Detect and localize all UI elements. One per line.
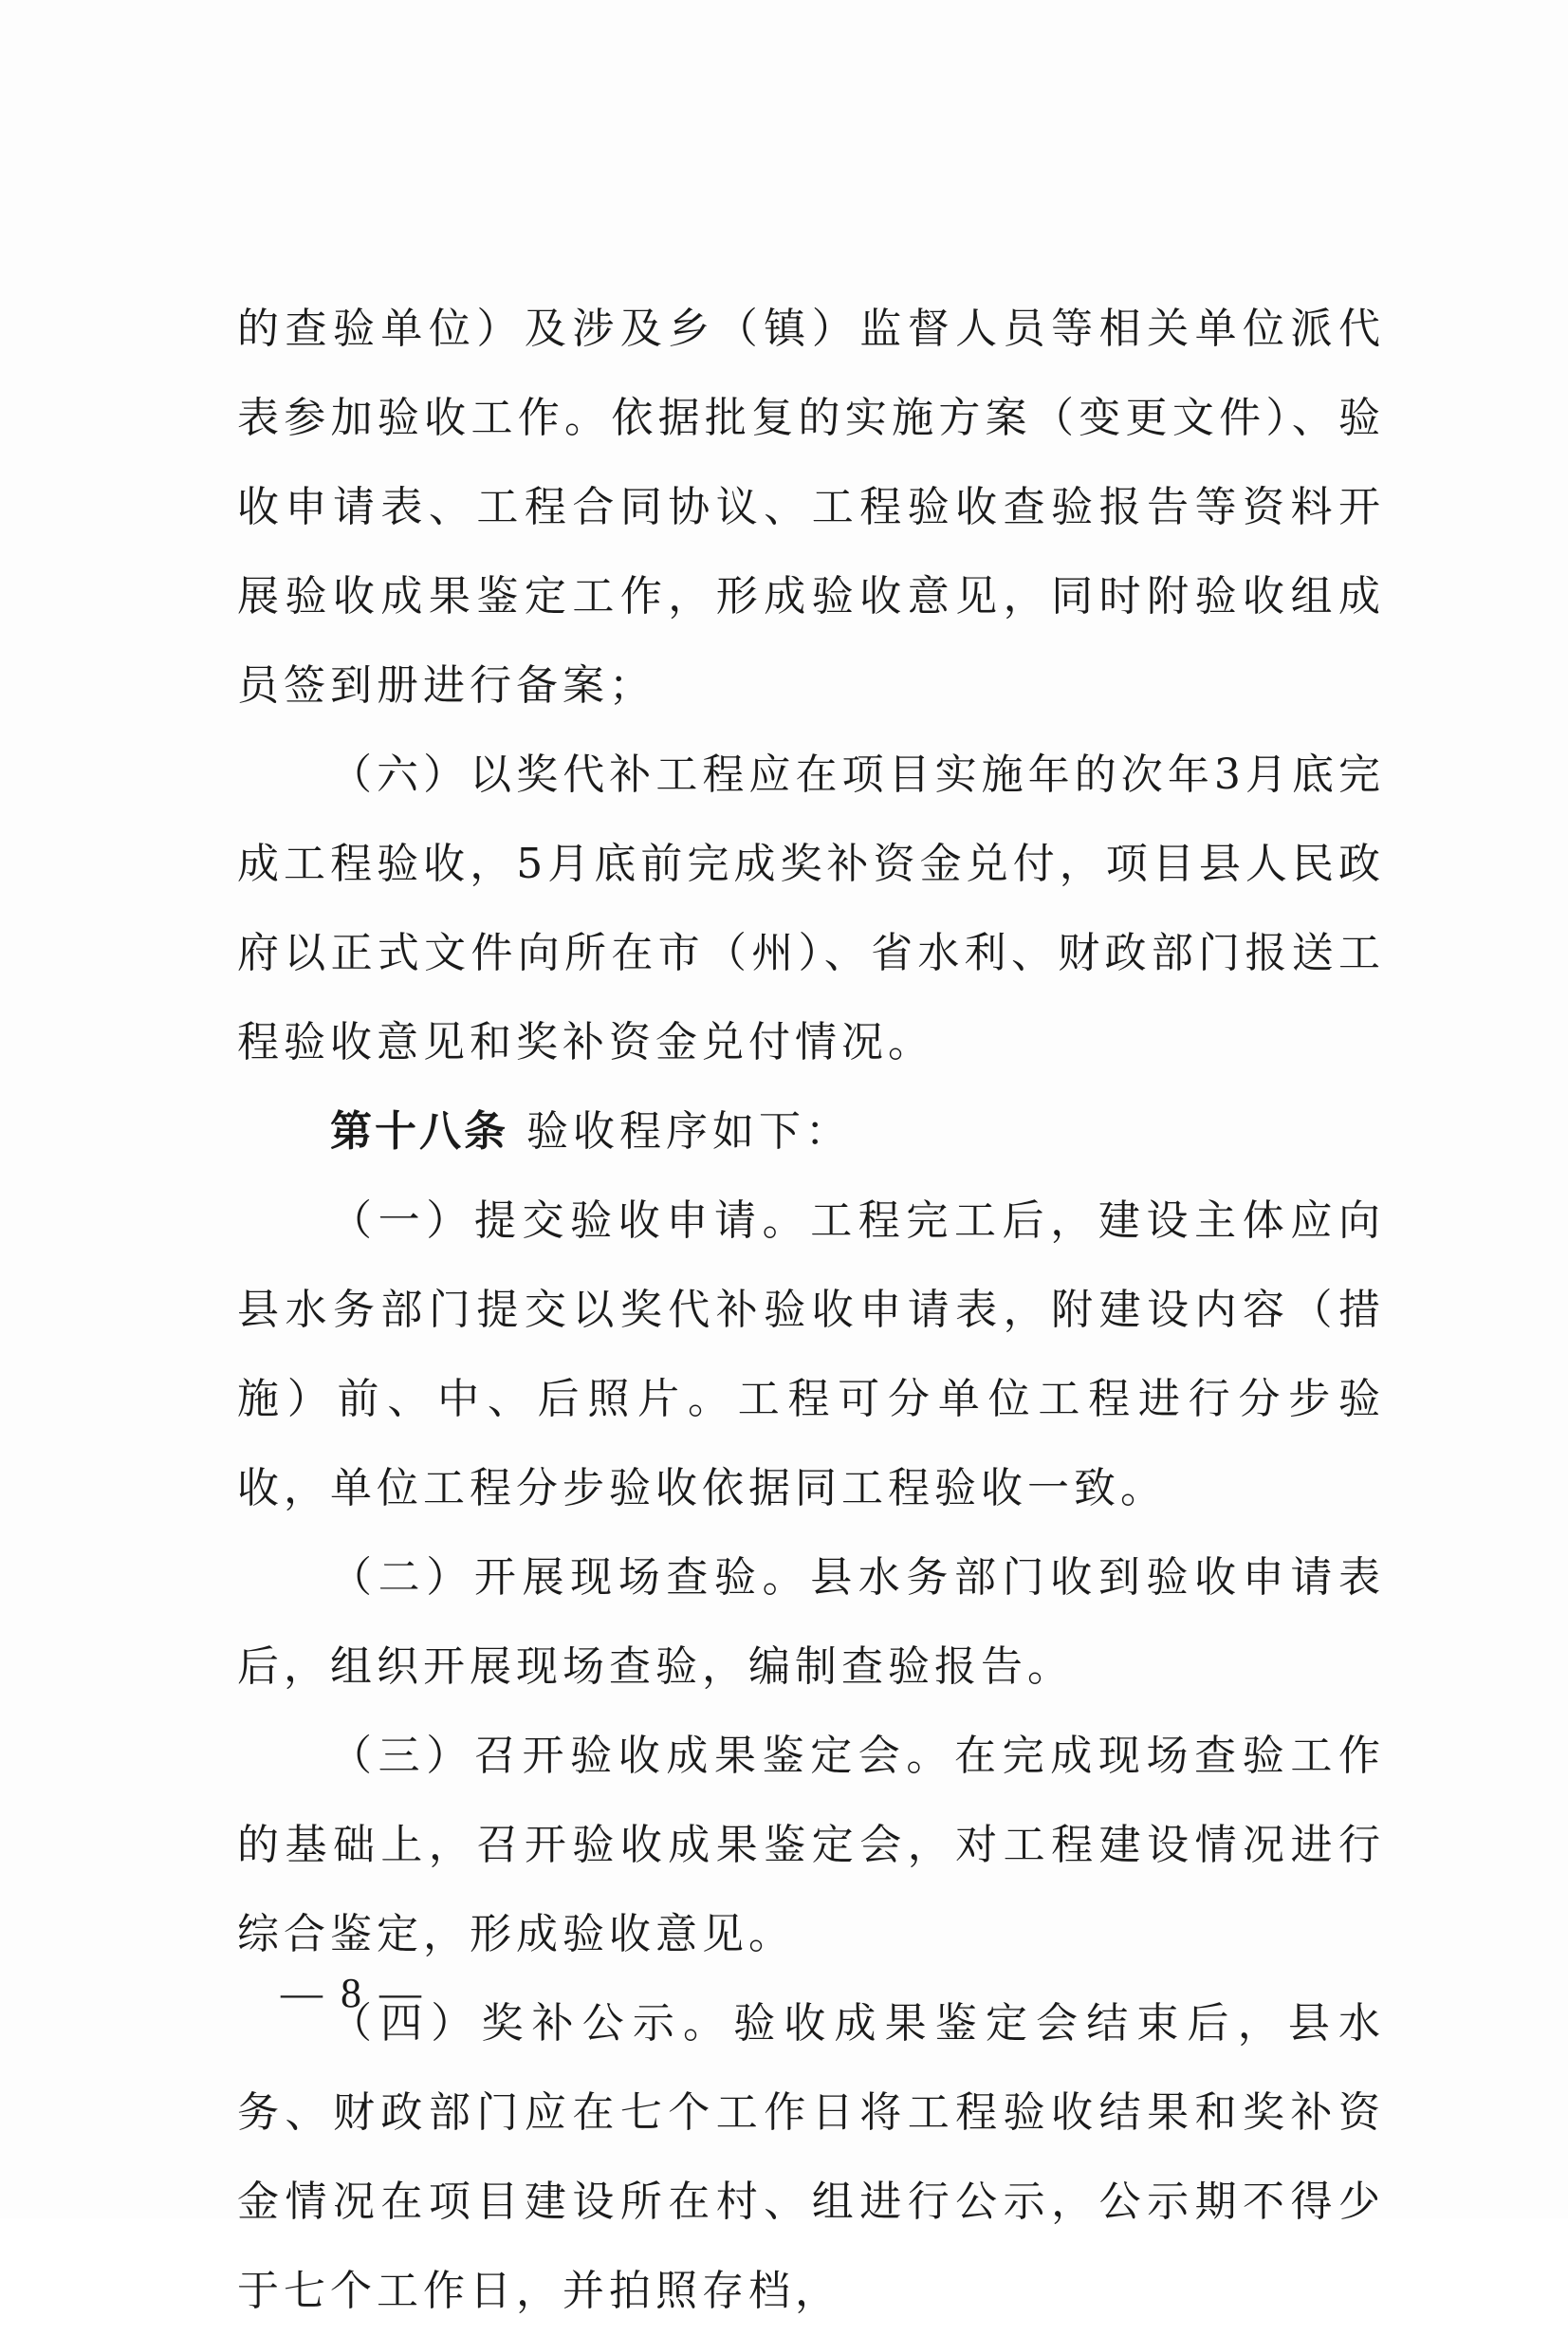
paragraph-continuation: 的查验单位）及涉及乡（镇）监督人员等相关单位派代表参加验收工作。依据批复的实施方案（变更文件）、验收申请表、工程合同协议、工程验收查验报告等资料开展验收成果鉴定工作，形成验收意见，同时附验收组成员签到册进行备案； xyxy=(237,305,1385,710)
paragraph-step-2: （二）开展现场查验。县水务部门收到验收申请表后，组织开展现场查验，编制查验报告。 xyxy=(237,1553,1385,1691)
page-number: — 8 — xyxy=(281,1970,425,2016)
paragraph-item-6: （六）以奖代补工程应在项目实施年的次年3月底完成工程验收，5月底前完成奖补资金兑付，项目县人民政府以正式文件向所在市（州）、省水利、财政部门报送工程验收意见和奖补资金兑付情况。 xyxy=(237,751,1385,1066)
article-18-paragraph xyxy=(237,1087,1385,1177)
paragraph-step-1: （一）提交验收申请。工程完工后，建设主体应向县水务部门提交以奖代补验收申请表，附建设内容（措施）前、中、后照片。工程可分单位工程进行分步验收，单位工程分步验收依据同工程验收一致。 xyxy=(237,1196,1385,1512)
article-18-text: 验收程序如下： xyxy=(526,1107,852,1156)
paragraph-step-4: （四）奖补公示。验收成果鉴定会结束后，县水务、财政部门应在七个工作日将工程验收结果和奖补资金情况在项目建设所在村、组进行公示，公示期不得少于七个工作日，并拍照存档， xyxy=(237,1999,1385,2315)
paragraph-step-3: （三）召开验收成果鉴定会。在完成现场查验工作的基础上，召开验收成果鉴定会，对工程建设情况进行综合鉴定，形成验收意见。 xyxy=(237,1732,1385,1958)
article-18-heading: 第十八条 xyxy=(330,1107,508,1156)
document-body xyxy=(237,285,1385,2336)
